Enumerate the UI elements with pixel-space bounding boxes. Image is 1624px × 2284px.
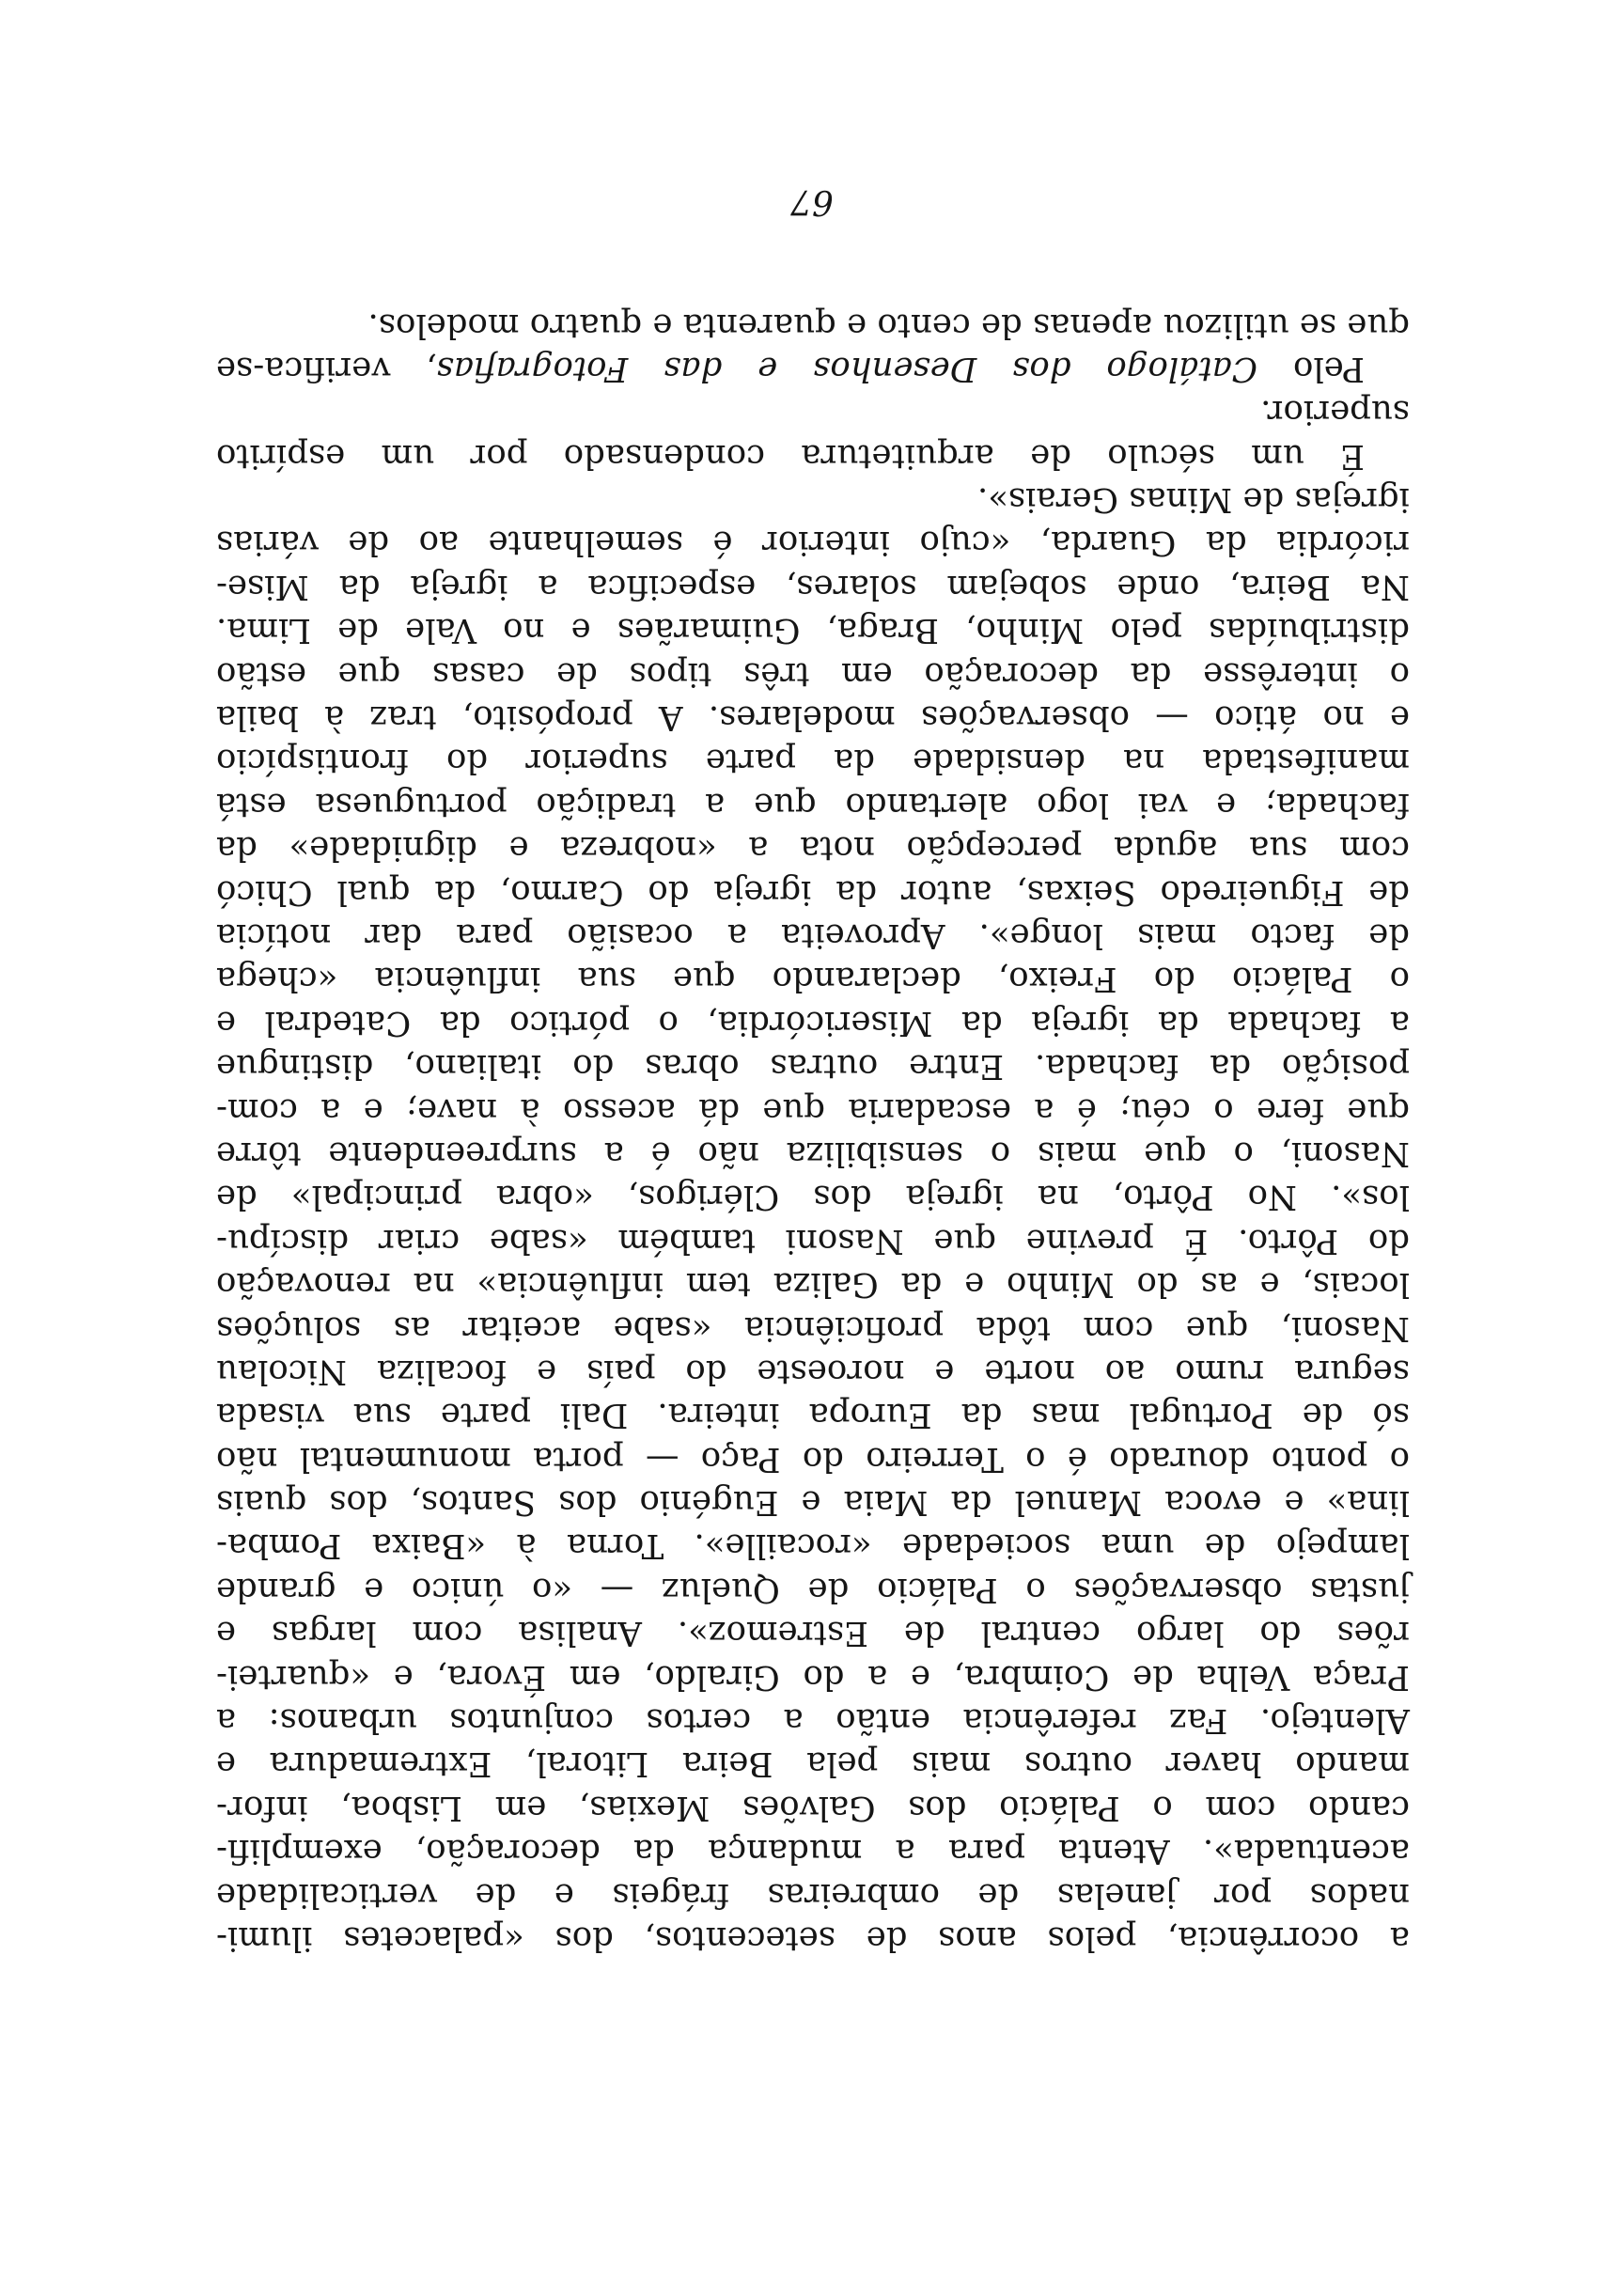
text-line: locais, e as do Minho e da Galiza tem influência» na renovação	[216, 1265, 1410, 1305]
text-line: do Pôrto. É previne que Nasoni também «sabe criar discípu-	[216, 1221, 1410, 1260]
page-body-text	[216, 303, 1410, 1960]
text-line: rões do largo central de Estremoz». Analisa com largas e	[216, 1614, 1410, 1653]
text-line: igrejas de Minas Gerais».	[976, 480, 1410, 520]
text-line: segura rumo ao norte e noroeste do país e focaliza Nicolau	[216, 1352, 1410, 1391]
text-line: ricórdia da Guarda, «cujo interior é semelhante ao de várias	[216, 524, 1410, 563]
text-line: nados por janelas de ombreiras frágeis e de verticalidade	[216, 1875, 1410, 1915]
page-number: 67	[790, 182, 834, 221]
text-line: distribuídas pelo Minho, Braga, Guimarães e no Vale de Lima.	[216, 611, 1410, 650]
text-line: de facto mais longe». Aproveita a ocasião para dar notícia	[216, 916, 1410, 956]
text-line: que se utilizou apenas de cento e quarenta e quatro modelos.	[367, 305, 1410, 345]
text-line: justas observações o Palácio de Queluz — «o único e grande	[216, 1570, 1410, 1609]
text-line: superior.	[1260, 393, 1410, 432]
text-line: lampejo de uma sociedade «rocaille». Torna à «Baixa Pomba-	[216, 1526, 1410, 1566]
text-line: Praça Velha de Coimbra, e a do Giraldo, em Évora, e «quartei-	[216, 1657, 1410, 1697]
text-line: a ocorrência, pelos anos de setecentos, dos «palacetes ilumi-	[216, 1919, 1410, 1958]
text-line: Nasoni, o que mais o sensibiliza não é a surpreendente tôrre	[216, 1134, 1410, 1173]
text-line: e no ático — observações modelares. A propósito, traz à baila	[216, 698, 1410, 738]
text-line: só de Portugal mas da Europa inteira. Dali parte sua visada	[216, 1396, 1410, 1435]
text-line: de Figueiredo Seixas, autor da igreja do Carmo, da qual Chicó	[216, 872, 1410, 912]
text-line: Na Beira, onde sobejam solares, especifica a igreja da Mise-	[216, 567, 1410, 606]
text-line: posição da fachada. Entre outras obras do italiano, distingue	[216, 1047, 1410, 1087]
text-line: los». No Pôrto, na igreja dos Clérigos, «obra principal» de	[216, 1178, 1410, 1217]
text-line-italic-title: Pelo Catálogo dos Desenhos e das Fotografias, verifica-se	[216, 349, 1365, 388]
text-line: o ponto dourado é o Terreiro do Paço — porta monumental não	[216, 1439, 1410, 1478]
text-line: É um século de arquitetura condensado por um espírito	[216, 436, 1365, 476]
text-line: a fachada da igreja da Misericórdia, o pórtico da Catedral e	[216, 1003, 1410, 1042]
text-line: Alentejo. Faz referência então a certos conjuntos urbanos: a	[216, 1701, 1410, 1741]
text-line: fachada; e vai logo alertando que a tradição portuguesa está	[216, 785, 1410, 824]
text-line: com sua aguda percepção nota a «nobreza e dignidade» da	[216, 829, 1410, 868]
text-line: Nasoni, que com tôda proficiência «sabe aceitar as soluções	[216, 1308, 1410, 1348]
text-line: acentuada». Atenta para a mudança da decoração, exemplifi-	[216, 1832, 1410, 1871]
text-line: lina» e evoca Manuel da Maia e Eugénio dos Santos, dos quais	[216, 1483, 1410, 1523]
text-line: cando com o Palácio dos Galvões Mexias, em Lisboa, infor-	[216, 1788, 1410, 1827]
text-line: o Palácio do Freixo, declarando que sua influência «chega	[216, 960, 1410, 999]
text-line: o interêsse da decoração em três tipos de casas que estão	[216, 654, 1410, 694]
text-line: mando haver outros mais pela Beira Litoral, Extremadura e	[216, 1744, 1410, 1784]
text-line: que fere o céu; é a escadaria que dá acesso à nave; e a com-	[216, 1090, 1410, 1130]
text-line: manifestada na densidade da parte superior do frontispício	[216, 742, 1410, 781]
